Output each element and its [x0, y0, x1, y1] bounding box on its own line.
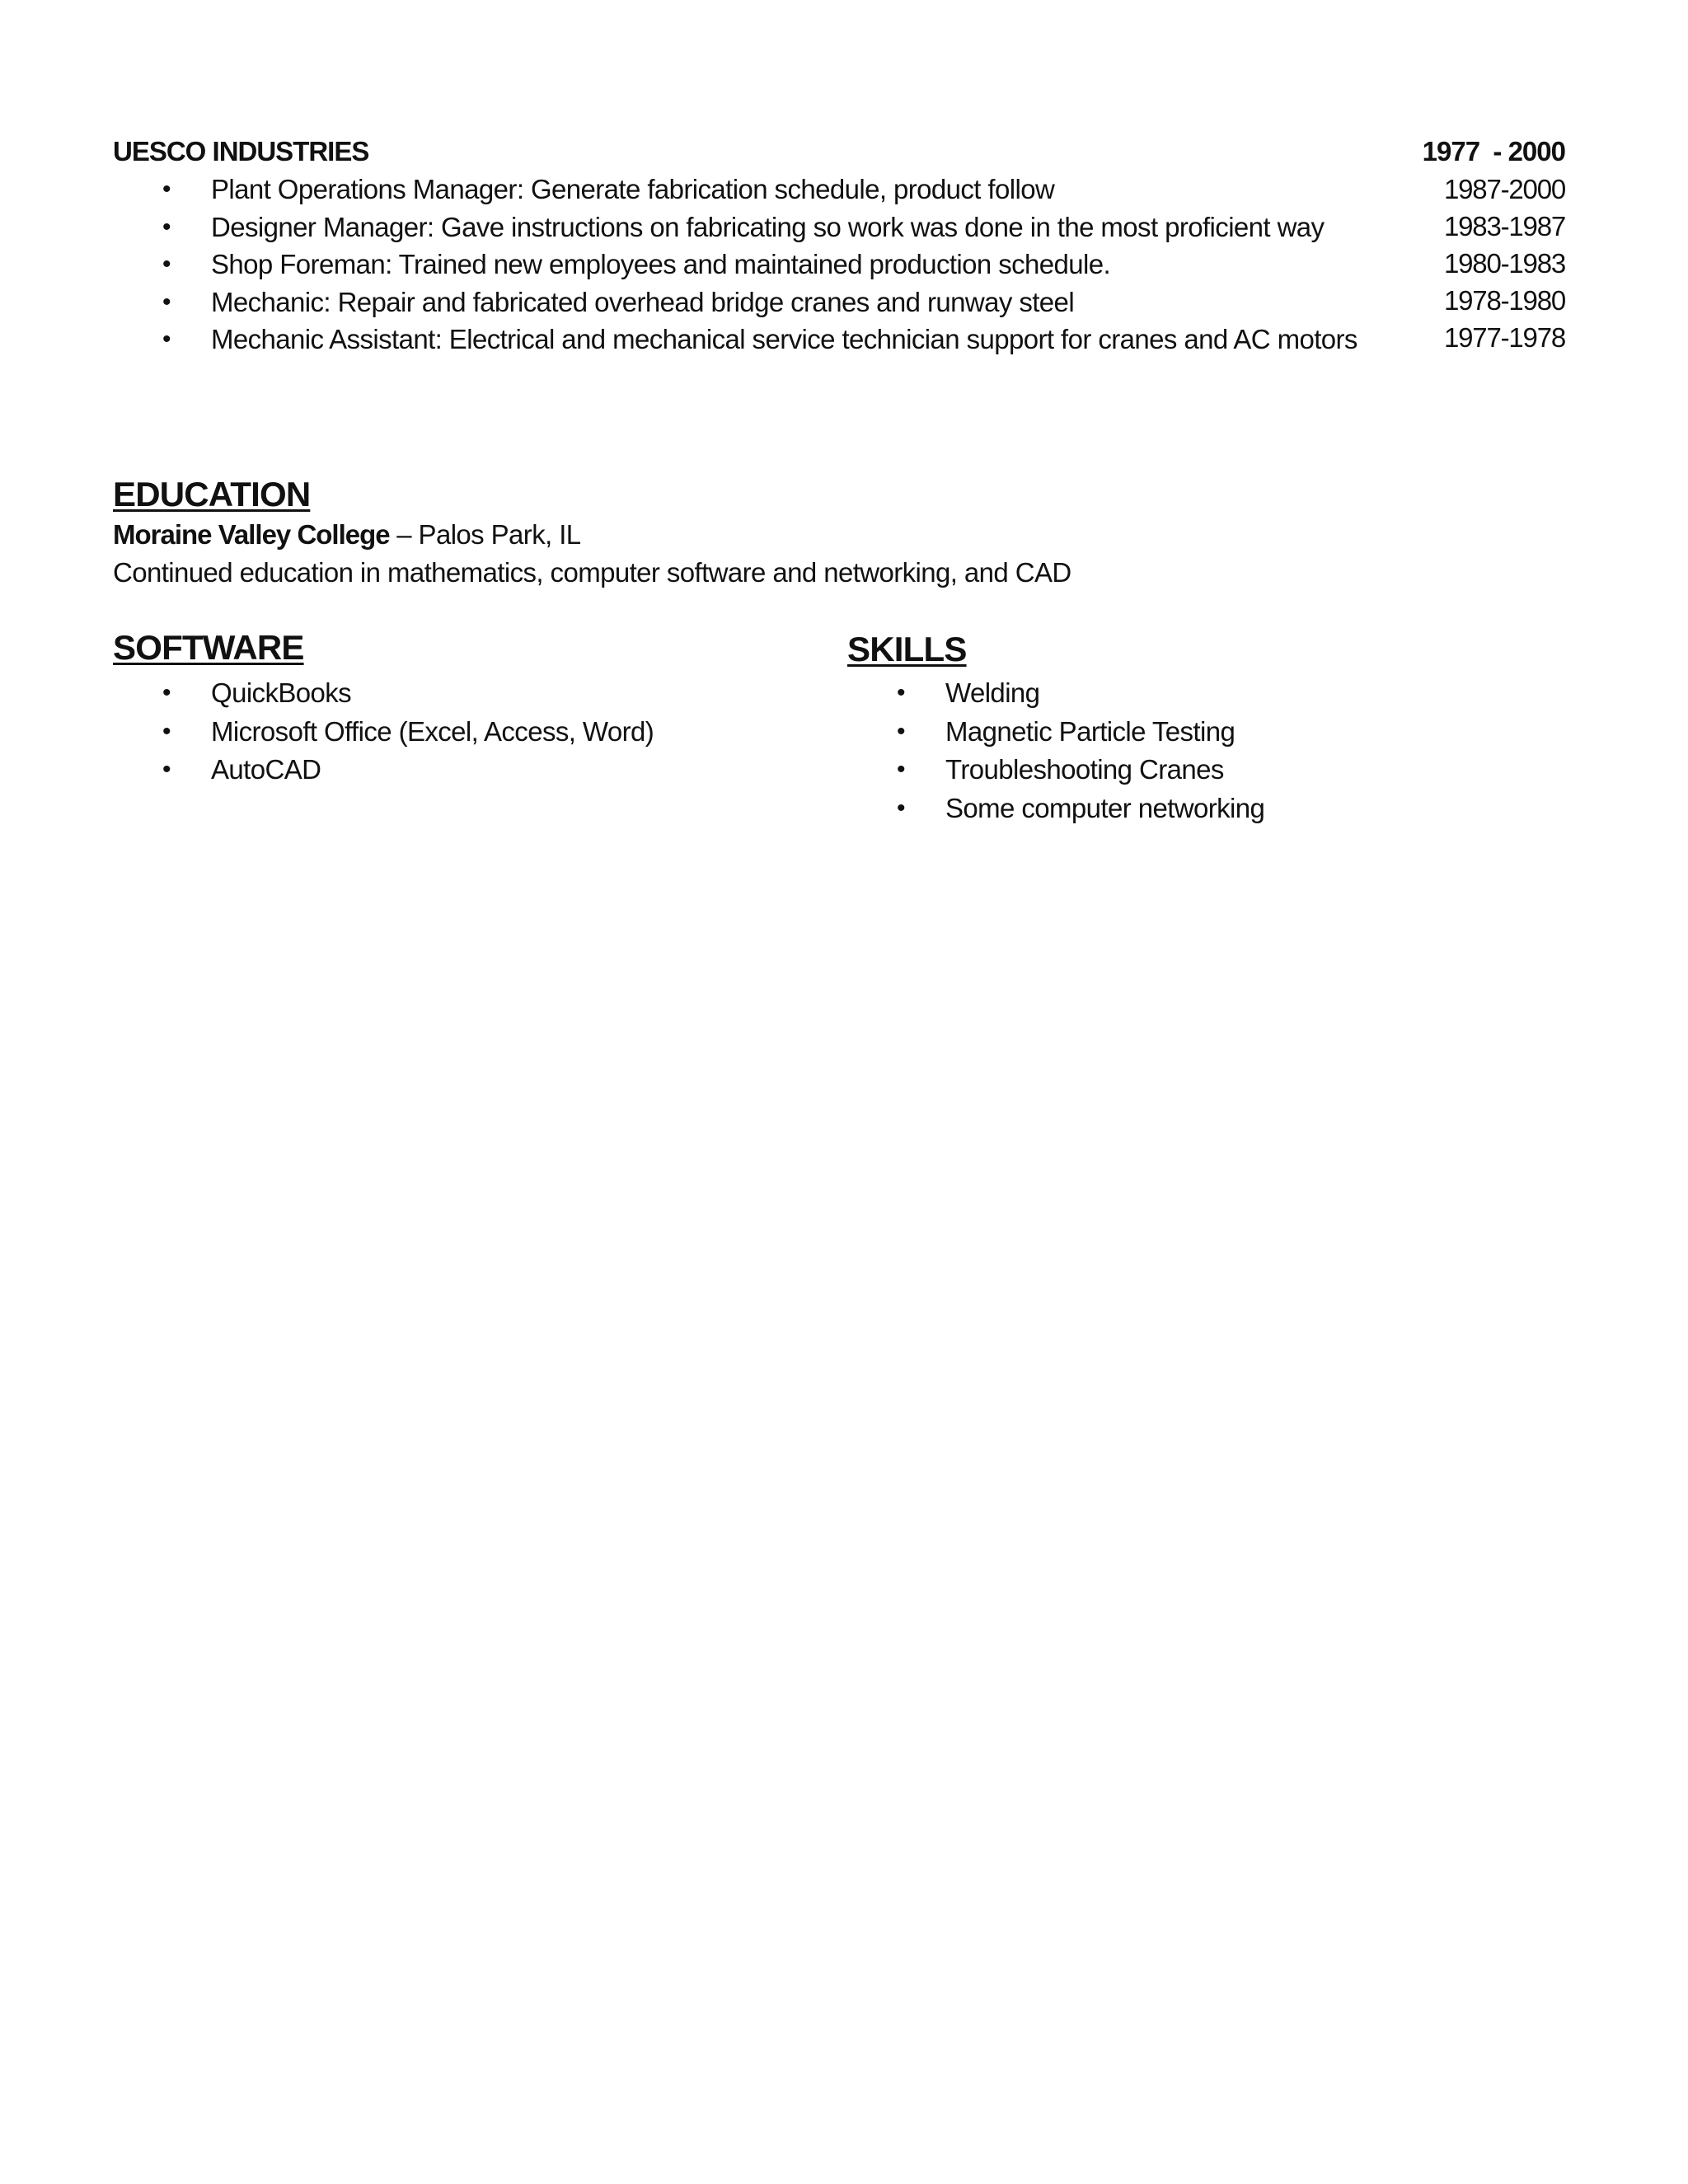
role-list	[113, 171, 1374, 359]
school-separator: –	[389, 519, 419, 550]
bullet-icon: •	[897, 794, 905, 822]
bullet-icon: •	[162, 326, 171, 353]
role-text: Mechanic: Repair and fabricated overhead bridge cranes and runway steel	[211, 286, 1075, 317]
skill-item: Welding	[945, 677, 1040, 708]
bullet-icon: •	[162, 717, 171, 745]
education-description: Continued education in mathematics, computer software and networking, and CAD	[113, 557, 1071, 588]
skills-list	[847, 674, 1507, 827]
list-item	[847, 790, 1507, 828]
bullet-icon: •	[162, 213, 171, 241]
role-text: Shop Foreman: Trained new employees and maintained production schedule.	[211, 249, 1111, 279]
list-item	[113, 209, 1374, 246]
list-item	[847, 674, 1507, 713]
school-location: Palos Park, IL	[418, 519, 581, 550]
bullet-icon: •	[897, 717, 905, 745]
bullet-icon: •	[162, 251, 171, 278]
list-item	[113, 713, 772, 752]
role-years: 1977-1978	[1443, 322, 1565, 353]
education-school-line	[113, 516, 581, 554]
bullet-icon: •	[162, 756, 171, 783]
software-heading: SOFTWARE	[113, 628, 304, 667]
software-item: Microsoft Office (Excel, Access, Word)	[211, 715, 654, 747]
list-item	[113, 246, 1374, 284]
employer-dates: 1977 - 2000	[1422, 136, 1565, 166]
role-years: 1980-1983	[1443, 248, 1565, 279]
software-list	[113, 674, 772, 790]
employer-header	[113, 132, 1565, 173]
role-text: Mechanic Assistant: Electrical and mechanical service technician support for cranes and AC motors	[211, 324, 1357, 354]
list-item	[113, 321, 1374, 359]
list-item	[113, 751, 772, 790]
skill-item: Some computer networking	[945, 792, 1265, 823]
skill-item: Magnetic Particle Testing	[945, 715, 1236, 747]
bullet-icon: •	[162, 176, 171, 203]
education-heading: EDUCATION	[113, 475, 311, 513]
school-name: Moraine Valley College	[113, 519, 390, 550]
employer-name: UESCO INDUSTRIES	[113, 136, 369, 166]
bullet-icon: •	[162, 288, 171, 316]
role-years: 1987-2000	[1443, 174, 1565, 204]
role-text: Plant Operations Manager: Generate fabrication schedule, product follow	[211, 174, 1055, 204]
skill-item: Troubleshooting Cranes	[945, 754, 1224, 785]
bullet-icon: •	[897, 679, 905, 706]
role-years: 1978-1980	[1443, 285, 1565, 316]
list-item	[113, 674, 772, 713]
list-item	[847, 751, 1507, 790]
role-years: 1983-1987	[1443, 211, 1565, 241]
list-item	[113, 284, 1374, 321]
list-item	[113, 171, 1374, 209]
role-years-list	[1385, 171, 1565, 356]
list-item	[847, 713, 1507, 752]
bullet-icon: •	[162, 679, 171, 706]
software-item: AutoCAD	[211, 754, 321, 785]
software-item: QuickBooks	[211, 677, 352, 708]
bullet-icon: •	[897, 756, 905, 783]
role-text: Designer Manager: Gave instructions on fabricating so work was done in the most proficient way	[211, 211, 1325, 242]
skills-heading: SKILLS	[847, 630, 967, 668]
